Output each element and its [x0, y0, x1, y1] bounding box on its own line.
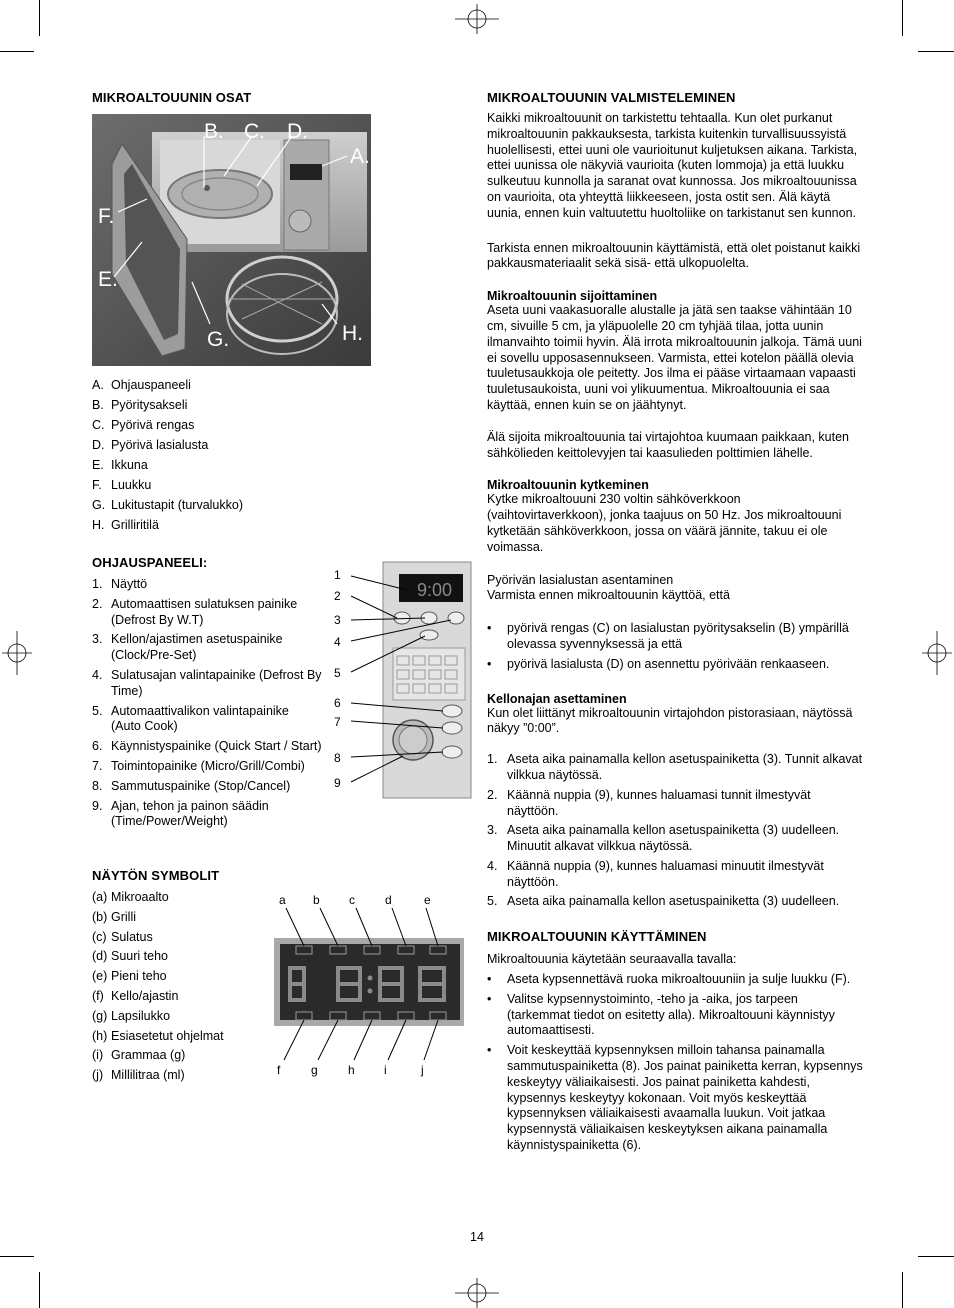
turntable-paragraph: Pyörivän lasialustan asentaminen Varmista ennen mikroaltouunin käyttöä, että — [487, 572, 730, 603]
list-item: 8. Sammutuspainike (Stop/Cancel) — [92, 778, 291, 793]
list-item: 3. Kellon/ajastimen asetuspainike (Clock/Pre-Set) — [92, 632, 283, 663]
panel-list — [92, 577, 322, 834]
placement-paragraph: Älä sijoita mikroaltouunia tai virtajohtoa kuumaan paikkaan, kuten sähkölieden keittolevyjen tai kaasulieden polttimien lähelle. — [487, 429, 850, 460]
clock-heading: Kellonajan asettaminen — [487, 691, 627, 706]
panel-number: 7 — [334, 715, 341, 729]
list-item: 5. Aseta aika painamalla kellon asetuspainiketta (3) uudelleen. — [487, 894, 840, 909]
list-item: F. Luukku — [92, 478, 152, 492]
list-item: • pyörivä rengas (C) on lasialustan pyöritysakselin (B) ympärillä olevassa syvennyksessä ja että — [487, 621, 849, 651]
list-item: A. Ohjauspaneeli — [92, 378, 191, 392]
display-letter-f: f — [277, 1063, 281, 1077]
crop-mark — [39, 0, 40, 36]
photo-label-e: E. — [98, 268, 118, 291]
list-item: 2. Automaattisen sulatuksen painike (Defrost By W.T) — [92, 596, 298, 627]
panel-number: 4 — [334, 635, 341, 649]
list-item: 9. Ajan, tehon ja painon säädin (Time/Power/Weight) — [92, 798, 269, 829]
crop-mark — [902, 0, 903, 36]
clock-steps — [487, 752, 863, 910]
panel-display-readout: 9:00 — [417, 580, 453, 600]
list-item: • pyörivä lasialusta (D) on asennettu pyörivään renkaaseen. — [487, 656, 830, 671]
use-paragraph: Mikroaltouunia käytetään seuraavalla tavalla: — [487, 952, 737, 967]
list-item: B. Pyöritysakseli — [92, 398, 188, 412]
crop-mark — [918, 1256, 954, 1257]
list-item: 6. Käynnistyspainike (Quick Start / Start) — [92, 739, 322, 754]
list-item: 7. Toimintopainike (Micro/Grill/Combi) — [92, 758, 305, 773]
display-letter-c: c — [349, 893, 355, 907]
panel-number: 2 — [334, 589, 341, 603]
right-column — [487, 90, 863, 1158]
list-item: 1. Aseta aika painamalla kellon asetuspainiketta (3). Tunnit alkavat vilkkua näytössä. — [487, 752, 863, 782]
prep-heading: MIKROALTOUUNIN VALMISTELEMINEN — [487, 90, 736, 105]
use-heading: MIKROALTOUUNIN KÄYTTÄMINEN — [487, 929, 707, 945]
symbols-list — [92, 890, 262, 1088]
list-item: 1. Näyttö — [92, 577, 148, 591]
registration-mark-icon — [455, 4, 499, 34]
list-item: 4. Käännä nuppia (9), kunnes haluamasi minuutit ilmestyvät näyttöön. — [487, 858, 824, 889]
connect-heading: Mikroaltouunin kytkeminen — [487, 478, 649, 493]
registration-mark-icon — [2, 631, 32, 675]
list-item: (a) Mikroaalto — [92, 890, 169, 904]
list-item: • Voit keskeyttää kypsennyksen milloin tahansa painamalla sammutuspainiketta (8). Jos painat painiketta kerran, kypsennys keskeytyy väliaikaisesti. Jos painat painiketta kahdesti, kypsennys keskeytyy kokonaan. Voit myös keskeyttää kypsennyksen väliaikaisesti avaamalla luukun. Voit jatkaa kypsennystä väliaikaisen keskeytyksen aikana painamalla käynnistyspainiketta (6). — [487, 1043, 863, 1153]
control-panel-diagram — [325, 560, 475, 800]
crop-mark — [0, 1256, 34, 1257]
list-item: 3. Aseta aika painamalla kellon asetuspainiketta (3) uudelleen. Minuutit alkavat vilkkua näytössä. — [487, 823, 840, 854]
list-item: (d) Suuri teho — [92, 949, 168, 964]
panel-number: 8 — [334, 751, 341, 765]
photo-label-g: G. — [207, 328, 230, 351]
display-letter-h: h — [348, 1063, 355, 1077]
parts-heading: MIKROALTOUUNIN OSAT — [92, 90, 252, 105]
list-item: 5. Automaattivalikon valintapainike (Auto Cook) — [92, 703, 289, 734]
list-item: G. Lukitustapit (turvalukko) — [92, 498, 244, 512]
list-item: (b) Grilli — [92, 909, 136, 924]
photo-label-f: F. — [98, 205, 115, 228]
connect-paragraph: Kytke mikroaltouuni 230 voltin sähköverkkoon (vaihtovirtaverkkoon), jonka taajuus on 50 Hz. Jos mikroaltouuni kytketään sähköverkkoon, jossa on väärä jännite, takuu ei ole voimassa. — [487, 492, 842, 554]
list-item: E. Ikkuna — [92, 458, 148, 472]
panel-number: 3 — [334, 613, 341, 627]
crop-mark — [918, 51, 954, 52]
photo-label-c: C. — [244, 120, 265, 143]
microwave-photo — [92, 114, 371, 366]
list-item: (j) Millilitraa (ml) — [92, 1068, 185, 1083]
prep-paragraph: Tarkista ennen mikroaltouunin käyttämistä, että olet poistanut kaikki pakkausmateriaalit sekä sisä- että ulkopuolelta. — [487, 240, 861, 271]
list-item: • Valitse kypsennystoiminto, -teho ja -aika, jos tarpeen (tarkemmat tiedot on esitetty alla). Mikroaltouuni käynnistyy automaattisesti. — [487, 991, 835, 1038]
display-symbols-diagram — [270, 890, 470, 1080]
list-item: 4. Sulatusajan valintapainike (Defrost By Time) — [92, 667, 322, 698]
list-item: (f) Kello/ajastin — [92, 988, 179, 1003]
crop-mark — [39, 1272, 40, 1308]
display-letter-d: d — [385, 893, 392, 907]
list-item: • Aseta kypsennettävä ruoka mikroaltouuniin ja sulje luukku (F). — [487, 972, 851, 987]
panel-number: 9 — [334, 776, 341, 790]
list-item: C. Pyörivä rengas — [92, 418, 195, 432]
display-letter-i: i — [384, 1063, 387, 1077]
prep-paragraph: Kaikki mikroaltouunit on tarkistettu tehtaalla. Kun olet purkanut mikroaltouunin pakkauksesta, tarkista kuitenkin turvallisuussyistä huolellisesti, ettei uuni ole vaurioitunut kuljetuksen aikana. Tarkista, ettei uunissa ole näkyviä vaurioita (kuten lommoja) ja että luukku sulkeutuu kunnolla ja saranat ovat kunnossa. Jos mikroaltouunissa on vaurioita, ota yhteyttä liikkeeseen, josta ostit sen. Älä käytä uunia, ennen kuin valtuutettu huoltoliike on tarkistanut sen kunnon. — [487, 111, 858, 220]
list-item: H. Grilliritilä — [92, 518, 159, 532]
list-item: (h) Esiasetetut ohjelmat — [92, 1028, 224, 1043]
symbols-heading: NÄYTÖN SYMBOLIT — [92, 868, 220, 883]
panel-heading: OHJAUSPANEELI: — [92, 555, 208, 570]
panel-number: 6 — [334, 696, 341, 710]
crop-mark — [902, 1272, 903, 1308]
list-item: (i) Grammaa (g) — [92, 1048, 186, 1063]
registration-mark-icon — [922, 631, 952, 675]
list-item: (g) Lapsilukko — [92, 1008, 171, 1023]
registration-mark-icon — [455, 1278, 499, 1308]
display-letter-g: g — [311, 1063, 318, 1077]
parts-list — [92, 378, 352, 538]
panel-number: 1 — [334, 568, 341, 582]
placement-heading: Mikroaltouunin sijoittaminen — [487, 289, 658, 304]
turntable-bullets — [487, 621, 863, 672]
list-item: (c) Sulatus — [92, 929, 153, 944]
list-item: (e) Pieni teho — [92, 969, 167, 984]
photo-label-a: A. — [350, 145, 370, 168]
photo-label-h: H. — [342, 322, 363, 345]
crop-mark — [0, 51, 34, 52]
placement-paragraph: Aseta uuni vaakasuoralle alustalle ja jätä sen taakse vähintään 10 cm, sivuille 5 cm, ja yläpuolelle 20 cm tyhjää tilaa, jotta uunin ilmanvaihto toimii hyvin. Älä irrota mikroaltouunin jalkoja. Tämä uuni ei sovellu upposasennukseen. Varmista, ettei kotelon päällä olevia tuuletusaukkoja ole peitetty. Jos ilma ei pääse virtaamaan vapaasti tuuletusaukoista, uuni voi ylikuumentua. Mikroaltouunia ei saa käyttää, ennen kuin se on jäähtynyt. — [487, 303, 862, 412]
photo-label-b: B. — [204, 120, 224, 143]
photo-label-d: D. — [287, 120, 308, 143]
display-letter-a: a — [279, 893, 286, 907]
display-letter-e: e — [424, 893, 431, 907]
clock-paragraph: Kun olet liittänyt mikroaltouunin virtajohdon pistorasiaan, näytössä näkyy ”0:00”. — [487, 705, 853, 736]
display-letter-b: b — [313, 893, 320, 907]
display-letter-j: j — [421, 1063, 424, 1077]
use-bullets — [487, 972, 863, 1154]
page-number: 14 — [470, 1230, 484, 1244]
panel-number: 5 — [334, 666, 341, 680]
list-item: D. Pyörivä lasialusta — [92, 438, 209, 452]
list-item: 2. Käännä nuppia (9), kunnes haluamasi tunnit ilmestyvät näyttöön. — [487, 787, 811, 818]
